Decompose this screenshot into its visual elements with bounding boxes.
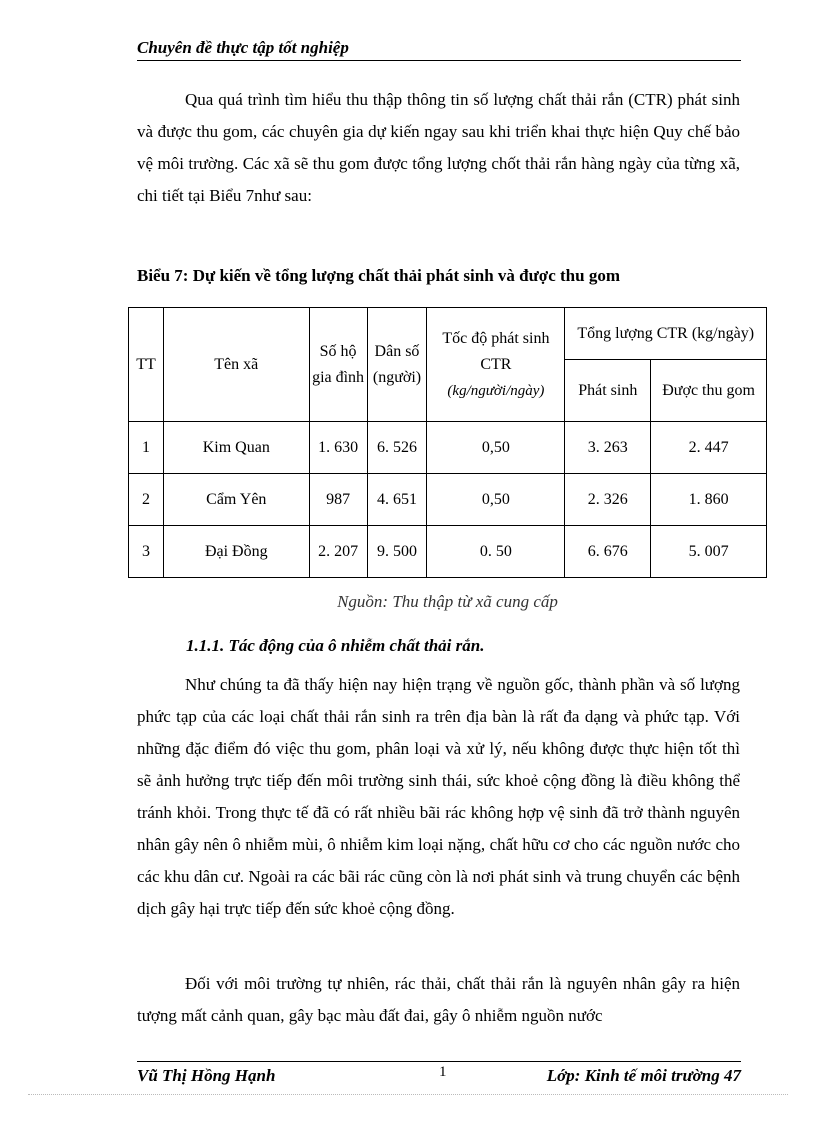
cell-population: 9. 500 bbox=[367, 526, 427, 578]
header-population: Dân số (người) bbox=[367, 308, 427, 422]
cell-name: Đại Đồng bbox=[163, 526, 309, 578]
cell-rate: 0,50 bbox=[427, 422, 565, 474]
cell-households: 987 bbox=[309, 474, 367, 526]
cell-tt: 2 bbox=[129, 474, 164, 526]
cell-generated: 3. 263 bbox=[565, 422, 651, 474]
cell-tt: 1 bbox=[129, 422, 164, 474]
cell-name: Cẩm Yên bbox=[163, 474, 309, 526]
cell-generated: 2. 326 bbox=[565, 474, 651, 526]
footer-author: Vũ Thị Hồng Hạnh bbox=[137, 1066, 276, 1085]
header-tt: TT bbox=[129, 308, 164, 422]
cell-population: 6. 526 bbox=[367, 422, 427, 474]
cell-households: 2. 207 bbox=[309, 526, 367, 578]
header-generated: Phát sinh bbox=[565, 360, 651, 422]
page-number: 1 bbox=[439, 1064, 447, 1080]
header-title: Chuyên đề thực tập tốt nghiệp bbox=[137, 38, 349, 57]
table-caption: Biểu 7: Dự kiến về tổng lượng chất thải phát sinh và được thu gom bbox=[137, 266, 620, 285]
cell-name: Kim Quan bbox=[163, 422, 309, 474]
cell-rate: 0,50 bbox=[427, 474, 565, 526]
table-row bbox=[129, 422, 767, 474]
cell-collected: 1. 860 bbox=[651, 474, 767, 526]
intro-paragraph: Qua quá trình tìm hiểu thu thập thông tin số lượng chất thải rắn (CTR) phát sinh và được thu gom, các chuyên gia dự kiến ngay sau khi triển khai thực hiện Quy chế bảo vệ môi trường. Các xã sẽ thu gom được tổng lượng chốt thải rắn hàng ngày của từng xã, chi tiết tại Biểu 7như sau: bbox=[137, 90, 740, 205]
header-households: Số hộ gia đình bbox=[309, 308, 367, 422]
footer-class: Lớp: Kinh tế môi trường 47 bbox=[546, 1066, 741, 1085]
source-note: Nguồn: Thu thập từ xã cung cấp bbox=[337, 592, 558, 611]
section-heading: 1.1.1. Tác động của ô nhiễm chất thải rắn. bbox=[186, 636, 485, 655]
cell-generated: 6. 676 bbox=[565, 526, 651, 578]
table-row bbox=[129, 526, 767, 578]
header-rate-label: Tốc độ phát sinh CTR bbox=[442, 329, 550, 373]
header-rate-unit: (kg/người/ngày) bbox=[447, 382, 545, 399]
cell-households: 1. 630 bbox=[309, 422, 367, 474]
body-paragraph-1: Như chúng ta đã thấy hiện nay hiện trạng về nguồn gốc, thành phần và số lượng phức tạp của các loại chất thải rắn sinh ra trên địa bàn là rất đa dạng và phức tạp. Với những đặc điểm đó việc thu gom, phân loại và xử lý, nếu không được thực hiện tốt thì sẽ ảnh hưởng trực tiếp đến môi trường sinh thái, sức khoẻ cộng đồng là điều không thể tránh khỏi. Trong thực tế đã có rất nhiều bãi rác không hợp vệ sinh đã trở thành nguyên nhân gây nên ô nhiễm mùi, ô nhiễm kim loại nặng, chất hữu cơ cho các nguồn nước cho các khu dân cư. Ngoài ra các bãi rác cũng còn là nơi phát sinh và trung chuyển các bệnh dịch gây hại trực tiếp đến sức khoẻ cộng đồng. bbox=[137, 675, 740, 918]
cell-rate: 0. 50 bbox=[427, 526, 565, 578]
cell-collected: 2. 447 bbox=[651, 422, 767, 474]
body-paragraph-2: Đối với môi trường tự nhiên, rác thải, chất thải rắn là nguyên nhân gây ra hiện tượng mất cảnh quan, gây bạc màu đất đai, gây ô nhiễm nguồn nước bbox=[137, 974, 740, 1025]
page-header bbox=[137, 38, 741, 61]
data-table bbox=[128, 307, 767, 578]
page-footer bbox=[137, 1061, 741, 1090]
header-total: Tổng lượng CTR (kg/ngày) bbox=[565, 308, 767, 360]
page-edge-divider bbox=[28, 1094, 788, 1095]
header-collected: Được thu gom bbox=[651, 360, 767, 422]
cell-collected: 5. 007 bbox=[651, 526, 767, 578]
header-name: Tên xã bbox=[163, 308, 309, 422]
cell-tt: 3 bbox=[129, 526, 164, 578]
cell-population: 4. 651 bbox=[367, 474, 427, 526]
table-row bbox=[129, 474, 767, 526]
header-rate bbox=[427, 308, 565, 422]
